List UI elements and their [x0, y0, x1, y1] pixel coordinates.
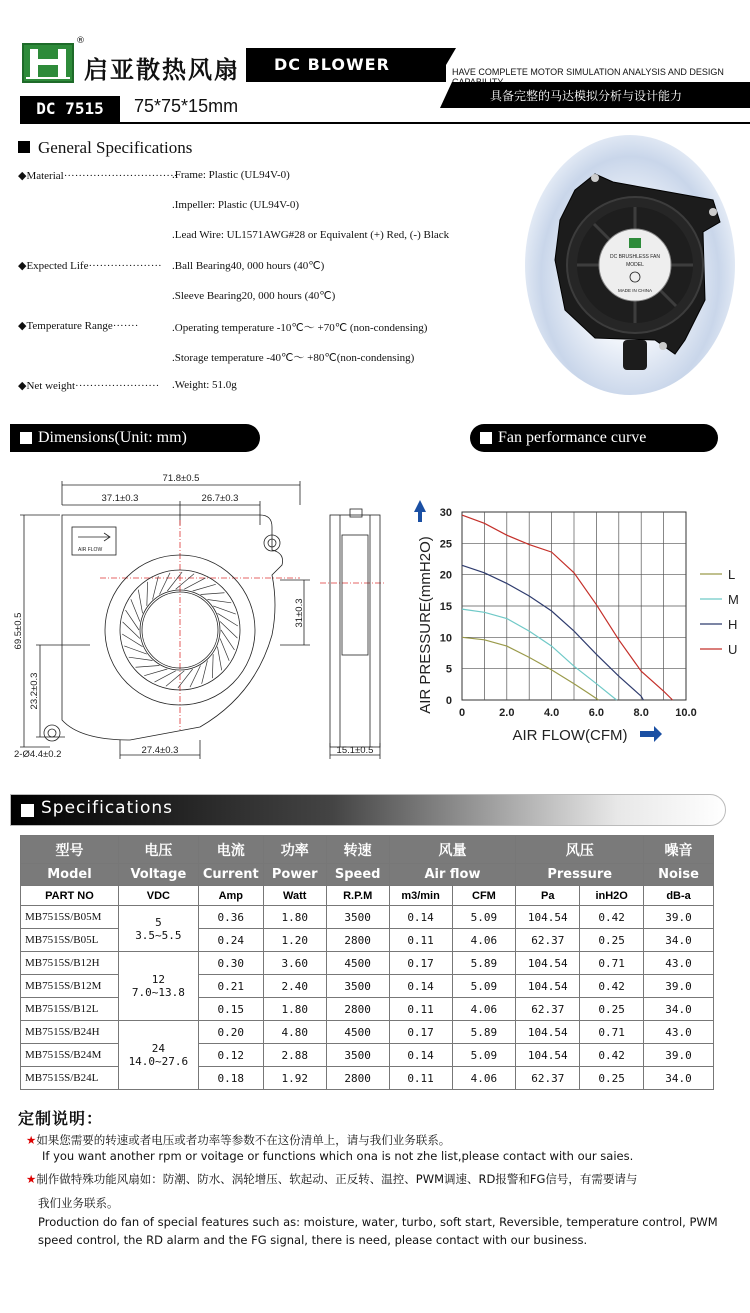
header-unit: inH2O — [580, 886, 644, 906]
table-cell: 43.0 — [644, 952, 714, 975]
header-unit: Amp — [198, 886, 263, 906]
header-unit: CFM — [452, 886, 516, 906]
table-cell: 39.0 — [644, 906, 714, 929]
table-cell: 34.0 — [644, 1067, 714, 1090]
dim-thickness: 15.1±0.5 — [336, 745, 374, 756]
chart-y-tick: 15 — [439, 601, 452, 613]
table-cell: 0.11 — [389, 998, 452, 1021]
spec-value: .Sleeve Bearing20, 000 hours (40℃) — [172, 290, 336, 302]
airflow-label: AIR FLOW — [78, 547, 103, 553]
general-specs-title: General Specifications — [18, 138, 192, 158]
product-title: DC BLOWER — [274, 55, 390, 74]
part-number: MB7515S/B12H — [21, 952, 119, 975]
part-number: MB7515S/B24L — [21, 1067, 119, 1090]
header-en: Current — [198, 864, 263, 886]
header-unit: m3/min — [389, 886, 452, 906]
spec-label: ◆Expected Life···················· — [18, 260, 162, 272]
note-2: ★制作做特殊功能风扇如：防潮、防水、涡轮增压、软起动、正反转、温控、PWM调速、RD报警和FG信号，有需要请与 — [26, 1172, 638, 1186]
table-cell: 2800 — [326, 1067, 389, 1090]
voltage-range: 7.0~13.8 — [131, 986, 185, 999]
spec-value: .Impeller: Plastic (UL94V-0) — [172, 199, 299, 211]
chart-x-tick: 8.0 — [633, 707, 649, 719]
table-cell: 62.37 — [516, 929, 580, 952]
table-cell: 3.60 — [263, 952, 326, 975]
voltage-cell — [118, 1021, 198, 1090]
table-cell: 4500 — [326, 1021, 389, 1044]
table-cell: 104.54 — [516, 975, 580, 998]
table-cell: 4.80 — [263, 1021, 326, 1044]
table-cell: 104.54 — [516, 952, 580, 975]
part-number: MB7515S/B24M — [21, 1044, 119, 1067]
table-cell: 5.09 — [452, 975, 516, 998]
header-en: Power — [263, 864, 326, 886]
voltage-nominal: 12 — [151, 973, 165, 986]
header-en: Noise — [644, 864, 714, 886]
chart-y-tick: 30 — [439, 507, 452, 519]
chart-y-tick: 10 — [439, 632, 452, 645]
custom-title: 定制说明： — [18, 1109, 104, 1128]
impeller-blade — [201, 593, 225, 595]
part-number: MB7515S/B12L — [21, 998, 119, 1021]
table-cell: 62.37 — [516, 998, 580, 1021]
model-number: DC 7515 — [20, 96, 120, 122]
voltage-range: 3.5~5.5 — [135, 928, 182, 942]
table-cell: 0.20 — [198, 1021, 263, 1044]
table-cell: 0.12 — [198, 1044, 263, 1067]
table-cell: 2800 — [326, 929, 389, 952]
table-cell: 1.80 — [263, 906, 326, 929]
table-cell: 0.71 — [580, 952, 644, 975]
spec-value: .Frame: Plastic (UL94V-0) — [172, 169, 290, 181]
spec-value: .Storage temperature -40℃～ +80℃(non-condensing) — [172, 352, 415, 364]
table-cell: 0.42 — [580, 975, 644, 998]
table-cell: 1.20 — [263, 929, 326, 952]
table-cell: 2.88 — [263, 1044, 326, 1067]
table-row — [21, 1021, 714, 1044]
impeller-blade — [176, 574, 194, 589]
dim-height: 69.5±0.5 — [13, 612, 24, 650]
dimension-drawing — [10, 465, 390, 770]
table-cell: 0.14 — [389, 1044, 452, 1067]
brand-logo — [22, 43, 74, 83]
table-cell: 39.0 — [644, 1044, 714, 1067]
table-cell: 104.54 — [516, 906, 580, 929]
voltage-cell — [118, 906, 198, 952]
header-unit: Pa — [516, 886, 580, 906]
chart-x-tick: 6.0 — [588, 707, 605, 719]
header-en: Speed — [326, 864, 389, 886]
table-cell: 0.42 — [580, 906, 644, 929]
impeller-blade — [138, 590, 142, 614]
note-1-en: If you want another rpm or voitage or functions which ona is not zhe list,please contact with our saies. — [42, 1149, 634, 1163]
part-number: MB7515S/B12M — [21, 975, 119, 998]
table-cell: 0.11 — [389, 1067, 452, 1090]
table-cell: 4.06 — [452, 929, 516, 952]
table-cell: 5.09 — [452, 906, 516, 929]
spec-label: ◆Net weight······················· — [18, 380, 160, 392]
brand-name: 启亚散热风扇 — [84, 55, 240, 84]
impeller-blade — [220, 639, 229, 661]
dim-right-height: 31±0.3 — [294, 598, 305, 628]
header-en: Air flow — [389, 864, 516, 886]
part-number: MB7515S/B05M — [21, 906, 119, 929]
note-1: ★如果您需要的转速或者电压或者功率等参数不在这份清单上，请与我们业务联系。 — [26, 1133, 451, 1147]
table-cell: 104.54 — [516, 1021, 580, 1044]
voltage-nominal: 5 — [155, 915, 162, 929]
table-cell: 62.37 — [516, 1067, 580, 1090]
header-cn: 噪音 — [644, 836, 714, 864]
impeller-blade — [147, 582, 148, 606]
spec-label: ◆Material······························· — [18, 170, 178, 182]
divider — [20, 122, 750, 124]
chart-x-tick: 10.0 — [675, 707, 697, 719]
table-row — [21, 952, 714, 975]
table-cell: 39.0 — [644, 975, 714, 998]
header-unit: dB-a — [644, 886, 714, 906]
spec-value: .Operating temperature -10℃～ +70℃ (non-condensing) — [172, 322, 428, 334]
voltage-nominal: 24 — [151, 1042, 165, 1055]
table-cell: 2.40 — [263, 975, 326, 998]
dim-right-width: 26.7±0.3 — [201, 493, 239, 504]
spec-label: ◆Temperature Range······· — [18, 320, 139, 332]
spec-table — [20, 835, 714, 1090]
table-cell: 0.14 — [389, 906, 452, 929]
impeller-blade — [122, 634, 142, 647]
header-cn: 型号 — [21, 836, 119, 864]
table-cell: 3500 — [326, 975, 389, 998]
table-cell: 3500 — [326, 1044, 389, 1067]
fan-label-line-3: MADE IN CHINA — [617, 288, 653, 293]
voltage-cell — [118, 952, 198, 1021]
table-cell: 5.89 — [452, 1021, 516, 1044]
table-cell: 0.21 — [198, 975, 263, 998]
star-icon: ★ — [26, 1133, 37, 1147]
table-cell: 5.09 — [452, 1044, 516, 1067]
header-cn: 风压 — [516, 836, 644, 864]
chart-x-tick: 2.0 — [499, 707, 515, 719]
header-unit: PART NO — [21, 886, 119, 906]
table-cell: 0.25 — [580, 998, 644, 1021]
table-cell: 34.0 — [644, 929, 714, 952]
chart-y-label: AIR PRESSURE(mmH2O) — [417, 536, 434, 714]
table-cell: 0.17 — [389, 1021, 452, 1044]
table-cell: 4.06 — [452, 998, 516, 1021]
table-cell: 0.36 — [198, 906, 263, 929]
header-unit: R.P.M — [326, 886, 389, 906]
fan-label-line-1: DC BRUSHLESS FAN — [609, 254, 661, 260]
table-cell: 0.18 — [198, 1067, 263, 1090]
impeller-blade — [129, 657, 153, 660]
impeller-blade — [202, 660, 208, 683]
dim-holes: 2-Ø4.4±0.2 — [14, 749, 62, 760]
fan-photo — [535, 160, 730, 375]
impeller-blade — [217, 613, 237, 626]
legend-label: H — [728, 617, 738, 632]
impeller-blade — [153, 576, 159, 599]
chart-x-label: AIR FLOW(CFM) — [512, 727, 628, 744]
header-unit: VDC — [118, 886, 198, 906]
x-axis-arrow-icon — [640, 726, 662, 742]
header-en: Model — [21, 864, 119, 886]
table-cell: 2800 — [326, 998, 389, 1021]
dimensions-section-bar: Dimensions(Unit: mm) — [10, 424, 260, 452]
header-cn: 功率 — [263, 836, 326, 864]
dim-bottom-width: 27.4±0.3 — [141, 745, 179, 756]
table-cell: 0.24 — [198, 929, 263, 952]
performance-chart — [410, 490, 740, 750]
voltage-range: 14.0~27.6 — [128, 1055, 189, 1068]
legend-label: U — [728, 642, 738, 657]
header-unit: Watt — [263, 886, 326, 906]
header-cn: 电流 — [198, 836, 263, 864]
performance-section-bar: Fan performance curve — [470, 424, 718, 452]
note-2-cn-cont: 我们业务联系。 — [38, 1196, 119, 1210]
table-cell: 0.14 — [389, 975, 452, 998]
table-row — [21, 906, 714, 929]
impeller-blade — [144, 669, 167, 676]
table-cell: 0.11 — [389, 929, 452, 952]
table-cell: 4500 — [326, 952, 389, 975]
dim-left-width: 37.1±0.3 — [101, 493, 139, 504]
spec-value: .Weight: 51.0g — [172, 379, 237, 391]
header-en: Pressure — [516, 864, 644, 886]
table-cell: 104.54 — [516, 1044, 580, 1067]
table-cell: 0.30 — [198, 952, 263, 975]
impeller-blade — [207, 600, 231, 603]
chart-y-tick: 0 — [445, 695, 452, 707]
table-cell: 0.25 — [580, 929, 644, 952]
registered-icon: ® — [76, 36, 85, 46]
part-number: MB7515S/B24H — [21, 1021, 119, 1044]
fan-label-line-2: MODEL — [626, 262, 644, 268]
chart-x-tick: 0 — [458, 707, 466, 719]
impeller-blade — [136, 666, 160, 668]
impeller-blade — [160, 573, 170, 595]
table-cell: 1.92 — [263, 1067, 326, 1090]
legend-label: M — [728, 592, 739, 607]
legend-label: L — [728, 567, 736, 582]
specifications-section-bar: Specifications — [10, 794, 726, 826]
model-dimensions: 75*75*15mm — [134, 96, 239, 116]
header-cn: 转速 — [326, 836, 389, 864]
impeller-blade — [166, 671, 184, 686]
table-cell: 5.89 — [452, 952, 516, 975]
chart-y-tick: 5 — [445, 663, 452, 676]
chart-x-tick: 4.0 — [543, 707, 560, 719]
impeller-blade — [217, 647, 221, 671]
header-cn: 电压 — [118, 836, 198, 864]
table-cell: 34.0 — [644, 998, 714, 1021]
dim-lower-height: 23.2±0.3 — [29, 672, 40, 710]
table-cell: 0.17 — [389, 952, 452, 975]
spec-value: .Ball Bearing40, 000 hours (40℃) — [172, 260, 325, 272]
table-cell: 1.80 — [263, 998, 326, 1021]
star-icon: ★ — [26, 1172, 37, 1186]
table-cell: 4.06 — [452, 1067, 516, 1090]
header-cn: 风量 — [389, 836, 516, 864]
chart-y-tick: 25 — [439, 538, 452, 551]
impeller-blade — [212, 654, 213, 678]
capability-cn: 具备完整的马达模拟分析与设计能力 — [490, 89, 683, 103]
table-cell: 3500 — [326, 906, 389, 929]
table-cell: 0.71 — [580, 1021, 644, 1044]
note-2-en: Production do fan of special features such as: moisture, water, turbo, soft start, Reversible, temperature control, PWM speed control, the RD alarm and the FG signal, there is need, please contact with our business. — [38, 1215, 718, 1247]
impeller-blade — [193, 584, 216, 591]
part-number: MB7515S/B05L — [21, 929, 119, 952]
capability-en: HAVE COMPLETE MOTOR SIMULATION ANALYSIS AND DESIGN — [452, 67, 724, 77]
spec-value: .Lead Wire: UL1571AWG#28 or Equivalent (+) Red, (-) Black — [172, 229, 450, 241]
table-cell: 0.25 — [580, 1067, 644, 1090]
chart-y-tick: 20 — [439, 569, 452, 582]
table-cell: 43.0 — [644, 1021, 714, 1044]
dim-overall-width: 71.8±0.5 — [162, 473, 200, 484]
impeller-blade — [131, 599, 140, 621]
table-cell: 0.42 — [580, 1044, 644, 1067]
table-cell: 0.15 — [198, 998, 263, 1021]
impeller-blade — [190, 666, 200, 688]
header-en: Voltage — [118, 864, 198, 886]
